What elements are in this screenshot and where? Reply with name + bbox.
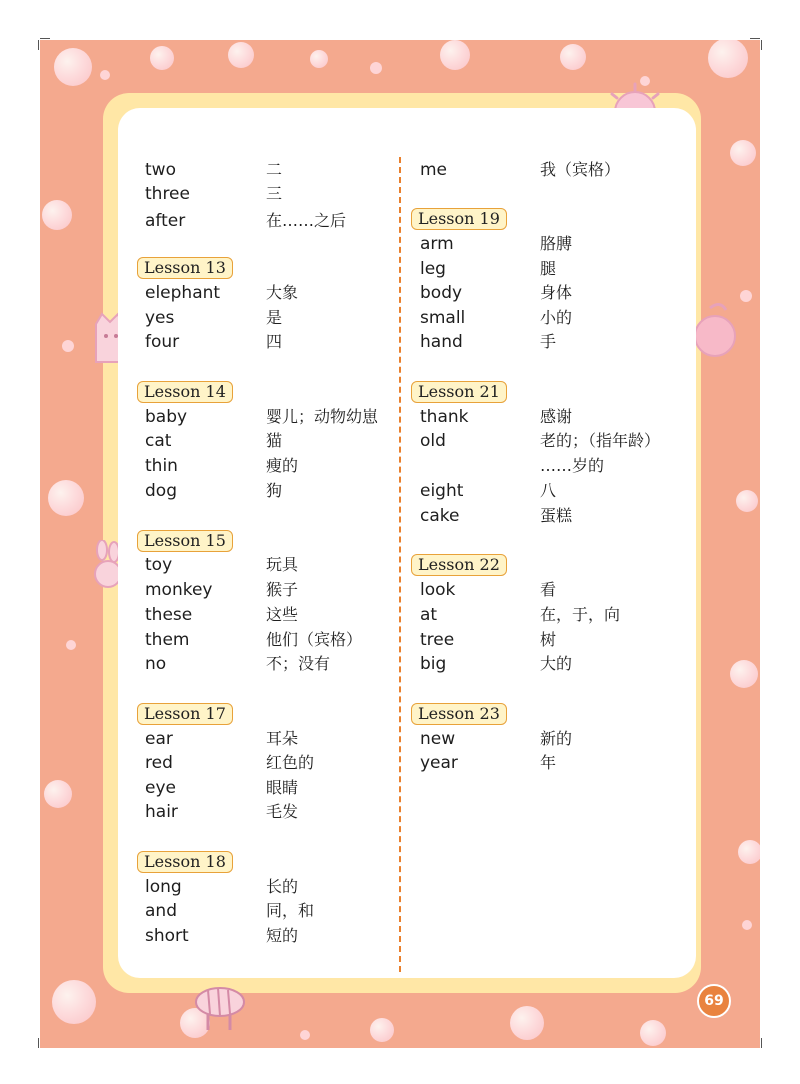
chinese-meaning: 大的 <box>540 654 573 673</box>
chinese-meaning: 在……之后 <box>266 211 347 230</box>
bubble-decoration <box>736 490 758 512</box>
english-word: monkey <box>145 580 213 600</box>
english-word: eight <box>420 481 464 501</box>
chinese-meaning: 四 <box>266 332 283 351</box>
english-word: these <box>145 605 193 625</box>
lesson-heading: Lesson 21 <box>411 381 507 403</box>
english-word: look <box>420 580 456 600</box>
english-word: new <box>420 729 456 749</box>
chinese-meaning: 不；没有 <box>266 654 331 673</box>
english-word: me <box>420 160 448 180</box>
crop-mark <box>761 1038 762 1048</box>
english-word: old <box>420 431 446 451</box>
english-word: ear <box>145 729 173 749</box>
english-word: eye <box>145 778 176 798</box>
dot-decoration <box>62 340 74 352</box>
page-number: 69 <box>697 984 731 1018</box>
lesson-heading: Lesson 18 <box>137 851 233 873</box>
lesson-heading: Lesson 19 <box>411 208 507 230</box>
english-word: three <box>145 184 190 204</box>
chinese-meaning: 胳膊 <box>540 234 573 253</box>
chinese-meaning: 狗 <box>266 481 283 500</box>
chinese-meaning: 猫 <box>266 431 283 450</box>
english-word: year <box>420 753 458 773</box>
chinese-meaning: 身体 <box>540 283 573 302</box>
chinese-meaning: 三 <box>266 184 283 203</box>
dot-decoration <box>100 70 110 80</box>
english-word: thin <box>145 456 178 476</box>
english-word: leg <box>420 259 446 279</box>
english-word: cake <box>420 506 460 526</box>
vocab-entry <box>145 160 176 180</box>
chinese-meaning: 猴子 <box>266 580 299 599</box>
english-word: hair <box>145 802 178 822</box>
chinese-meaning: 是 <box>266 308 283 327</box>
chinese-meaning: 长的 <box>266 877 299 896</box>
lesson-heading: Lesson 17 <box>137 703 233 725</box>
bubble-decoration <box>708 40 748 78</box>
english-word: dog <box>145 481 177 501</box>
english-word: cat <box>145 431 172 451</box>
chinese-meaning: 蛋糕 <box>540 506 573 525</box>
english-word: hand <box>420 332 463 352</box>
dot-decoration <box>740 290 752 302</box>
english-word: no <box>145 654 167 674</box>
lesson-heading: Lesson 13 <box>137 257 233 279</box>
english-word: big <box>420 654 447 674</box>
chinese-meaning: 红色的 <box>266 753 315 772</box>
bubble-decoration <box>730 140 756 166</box>
lesson-heading: Lesson 22 <box>411 554 507 576</box>
chinese-meaning: 短的 <box>266 926 299 945</box>
lesson-heading: Lesson 23 <box>411 703 507 725</box>
dot-decoration <box>370 62 382 74</box>
column-divider <box>399 157 401 972</box>
chinese-meaning: 看 <box>540 580 557 599</box>
chinese-meaning: 新的 <box>540 729 573 748</box>
chinese-meaning: 感谢 <box>540 407 573 426</box>
bubble-decoration <box>44 780 72 808</box>
chinese-meaning: 二 <box>266 160 283 179</box>
chinese-meaning: 玩具 <box>266 555 299 574</box>
bubble-decoration <box>370 1018 394 1042</box>
chinese-meaning: 毛发 <box>266 802 299 821</box>
dot-decoration <box>66 640 76 650</box>
lesson-heading: Lesson 14 <box>137 381 233 403</box>
english-word: yes <box>145 308 175 328</box>
bubble-decoration <box>48 480 84 516</box>
english-word: baby <box>145 407 188 427</box>
bubble-decoration <box>510 1006 544 1040</box>
crop-mark <box>750 38 760 39</box>
bubble-decoration <box>150 46 174 70</box>
chinese-meaning: 瘦的 <box>266 456 299 475</box>
english-word: red <box>145 753 173 773</box>
english-word: four <box>145 332 180 352</box>
bubble-decoration <box>52 980 96 1024</box>
dot-decoration <box>300 1030 310 1040</box>
english-word: after <box>145 211 186 231</box>
chinese-meaning: 他们（宾格） <box>266 630 363 649</box>
english-word: elephant <box>145 283 221 303</box>
english-word: arm <box>420 234 454 254</box>
english-word: thank <box>420 407 469 427</box>
chinese-meaning: 年 <box>540 753 557 772</box>
crop-mark <box>761 40 762 50</box>
english-word: long <box>145 877 182 897</box>
chinese-meaning: 眼睛 <box>266 778 299 797</box>
dot-decoration <box>742 920 752 930</box>
bubble-decoration <box>560 44 586 70</box>
crop-mark <box>40 38 50 39</box>
chinese-meaning: 这些 <box>266 605 299 624</box>
chinese-meaning: 婴儿；动物幼崽 <box>266 407 379 426</box>
english-word: body <box>420 283 463 303</box>
english-word: toy <box>145 555 173 575</box>
chinese-meaning: 八 <box>540 481 557 500</box>
chinese-meaning: 大象 <box>266 283 299 302</box>
english-word: at <box>420 605 438 625</box>
zebra-icon <box>190 972 250 1032</box>
english-word: small <box>420 308 466 328</box>
chinese-meaning: 耳朵 <box>266 729 299 748</box>
crop-mark <box>38 1038 39 1048</box>
english-word: and <box>145 901 177 921</box>
bubble-decoration <box>730 660 758 688</box>
bubble-decoration <box>54 48 92 86</box>
bubble-decoration <box>310 50 328 68</box>
chinese-meaning: ……岁的 <box>540 456 605 475</box>
chinese-meaning: 小的 <box>540 308 573 327</box>
chinese-meaning: 手 <box>540 332 557 351</box>
bubble-decoration <box>42 200 72 230</box>
chinese-meaning: 腿 <box>540 259 557 278</box>
english-word: tree <box>420 630 455 650</box>
bubble-decoration <box>640 1020 666 1046</box>
bubble-decoration <box>228 42 254 68</box>
bubble-decoration <box>440 40 470 70</box>
english-word: short <box>145 926 189 946</box>
chinese-meaning: 老的；（指年龄） <box>540 431 661 450</box>
lesson-heading: Lesson 15 <box>137 530 233 552</box>
peach-icon <box>690 300 740 360</box>
english-word: them <box>145 630 190 650</box>
crop-mark <box>38 40 39 50</box>
english-word: two <box>145 160 176 180</box>
chinese-meaning: 树 <box>540 630 557 649</box>
chinese-meaning: 在，于，向 <box>540 605 621 624</box>
bubble-decoration <box>738 840 760 864</box>
chinese-meaning: 同，和 <box>266 901 315 920</box>
chinese-meaning: 我（宾格） <box>540 160 621 179</box>
